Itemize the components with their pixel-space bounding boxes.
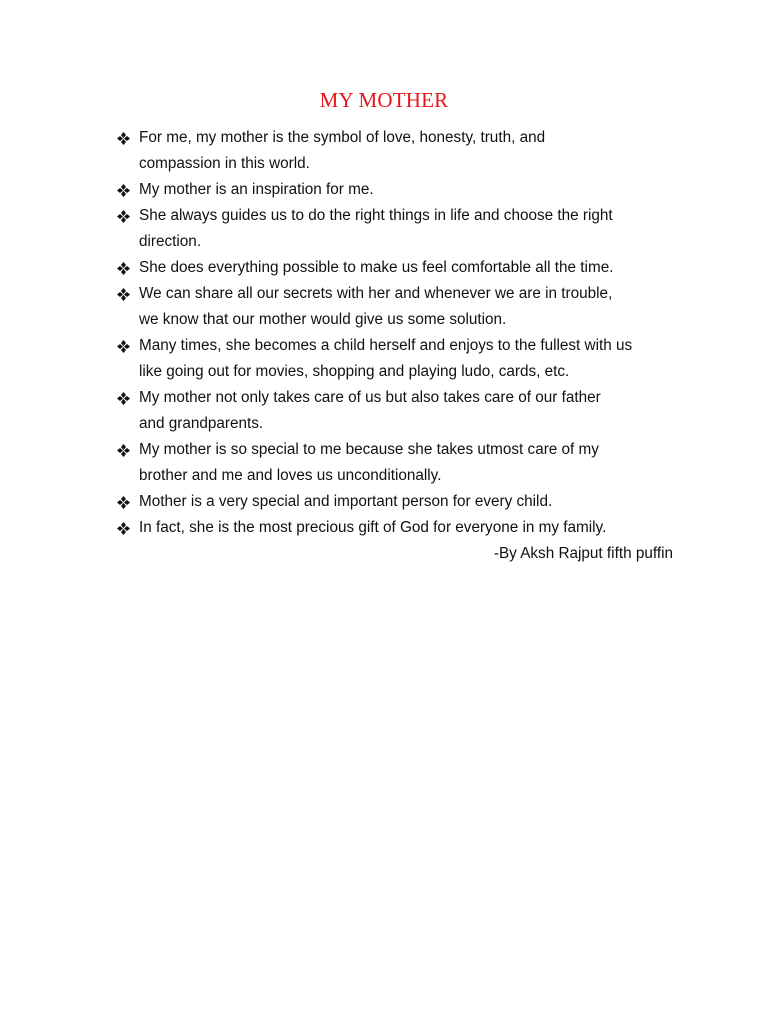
list-item-line: My mother is so special to me because she takes utmost care of my: [139, 441, 599, 458]
list-item-line: We can share all our secrets with her and whenever we are in trouble,: [139, 285, 613, 302]
document-title: MY MOTHER: [319, 88, 449, 112]
list-item-line: like going out for movies, shopping and playing ludo, cards, etc.: [139, 363, 570, 380]
list-item: [116, 255, 686, 281]
list-item-line: brother and me and loves us unconditionally.: [139, 467, 442, 484]
list-item-line: My mother not only takes care of us but also takes care of our father: [139, 389, 601, 406]
list-item: [116, 203, 686, 255]
list-item: [116, 489, 686, 515]
four-diamond-bullet-icon: [116, 515, 132, 541]
list-item: [116, 333, 686, 385]
four-diamond-bullet-icon: [116, 333, 132, 359]
four-diamond-bullet-icon: [116, 281, 132, 307]
list-item: [116, 281, 686, 333]
four-diamond-bullet-icon: [116, 489, 132, 515]
author-byline: -By Aksh Rajput fifth puffin: [493, 545, 673, 562]
list-item-line: Many times, she becomes a child herself and enjoys to the fullest with us: [139, 337, 633, 354]
list-item-line: My mother is an inspiration for me.: [139, 181, 374, 198]
four-diamond-bullet-icon: [116, 385, 132, 411]
list-item: [116, 515, 686, 541]
list-item-line: and grandparents.: [139, 415, 264, 432]
bullet-list: [116, 125, 686, 541]
list-item-line: Mother is a very special and important person for every child.: [139, 493, 553, 510]
list-item-line: we know that our mother would give us some solution.: [139, 311, 507, 328]
four-diamond-bullet-icon: [116, 255, 132, 281]
list-item: [116, 437, 686, 489]
list-item-line: direction.: [139, 233, 202, 250]
list-item: [116, 125, 686, 177]
four-diamond-bullet-icon: [116, 125, 132, 151]
list-item: [116, 177, 686, 203]
four-diamond-bullet-icon: [116, 177, 132, 203]
list-item-line: She always guides us to do the right things in life and choose the right: [139, 207, 613, 224]
list-item-line: For me, my mother is the symbol of love, honesty, truth, and: [139, 129, 546, 146]
list-item: [116, 385, 686, 437]
list-item-line: In fact, she is the most precious gift of God for everyone in my family.: [139, 519, 607, 536]
list-item-line: She does everything possible to make us feel comfortable all the time.: [139, 259, 614, 276]
four-diamond-bullet-icon: [116, 437, 132, 463]
list-item-line: compassion in this world.: [139, 155, 310, 172]
four-diamond-bullet-icon: [116, 203, 132, 229]
